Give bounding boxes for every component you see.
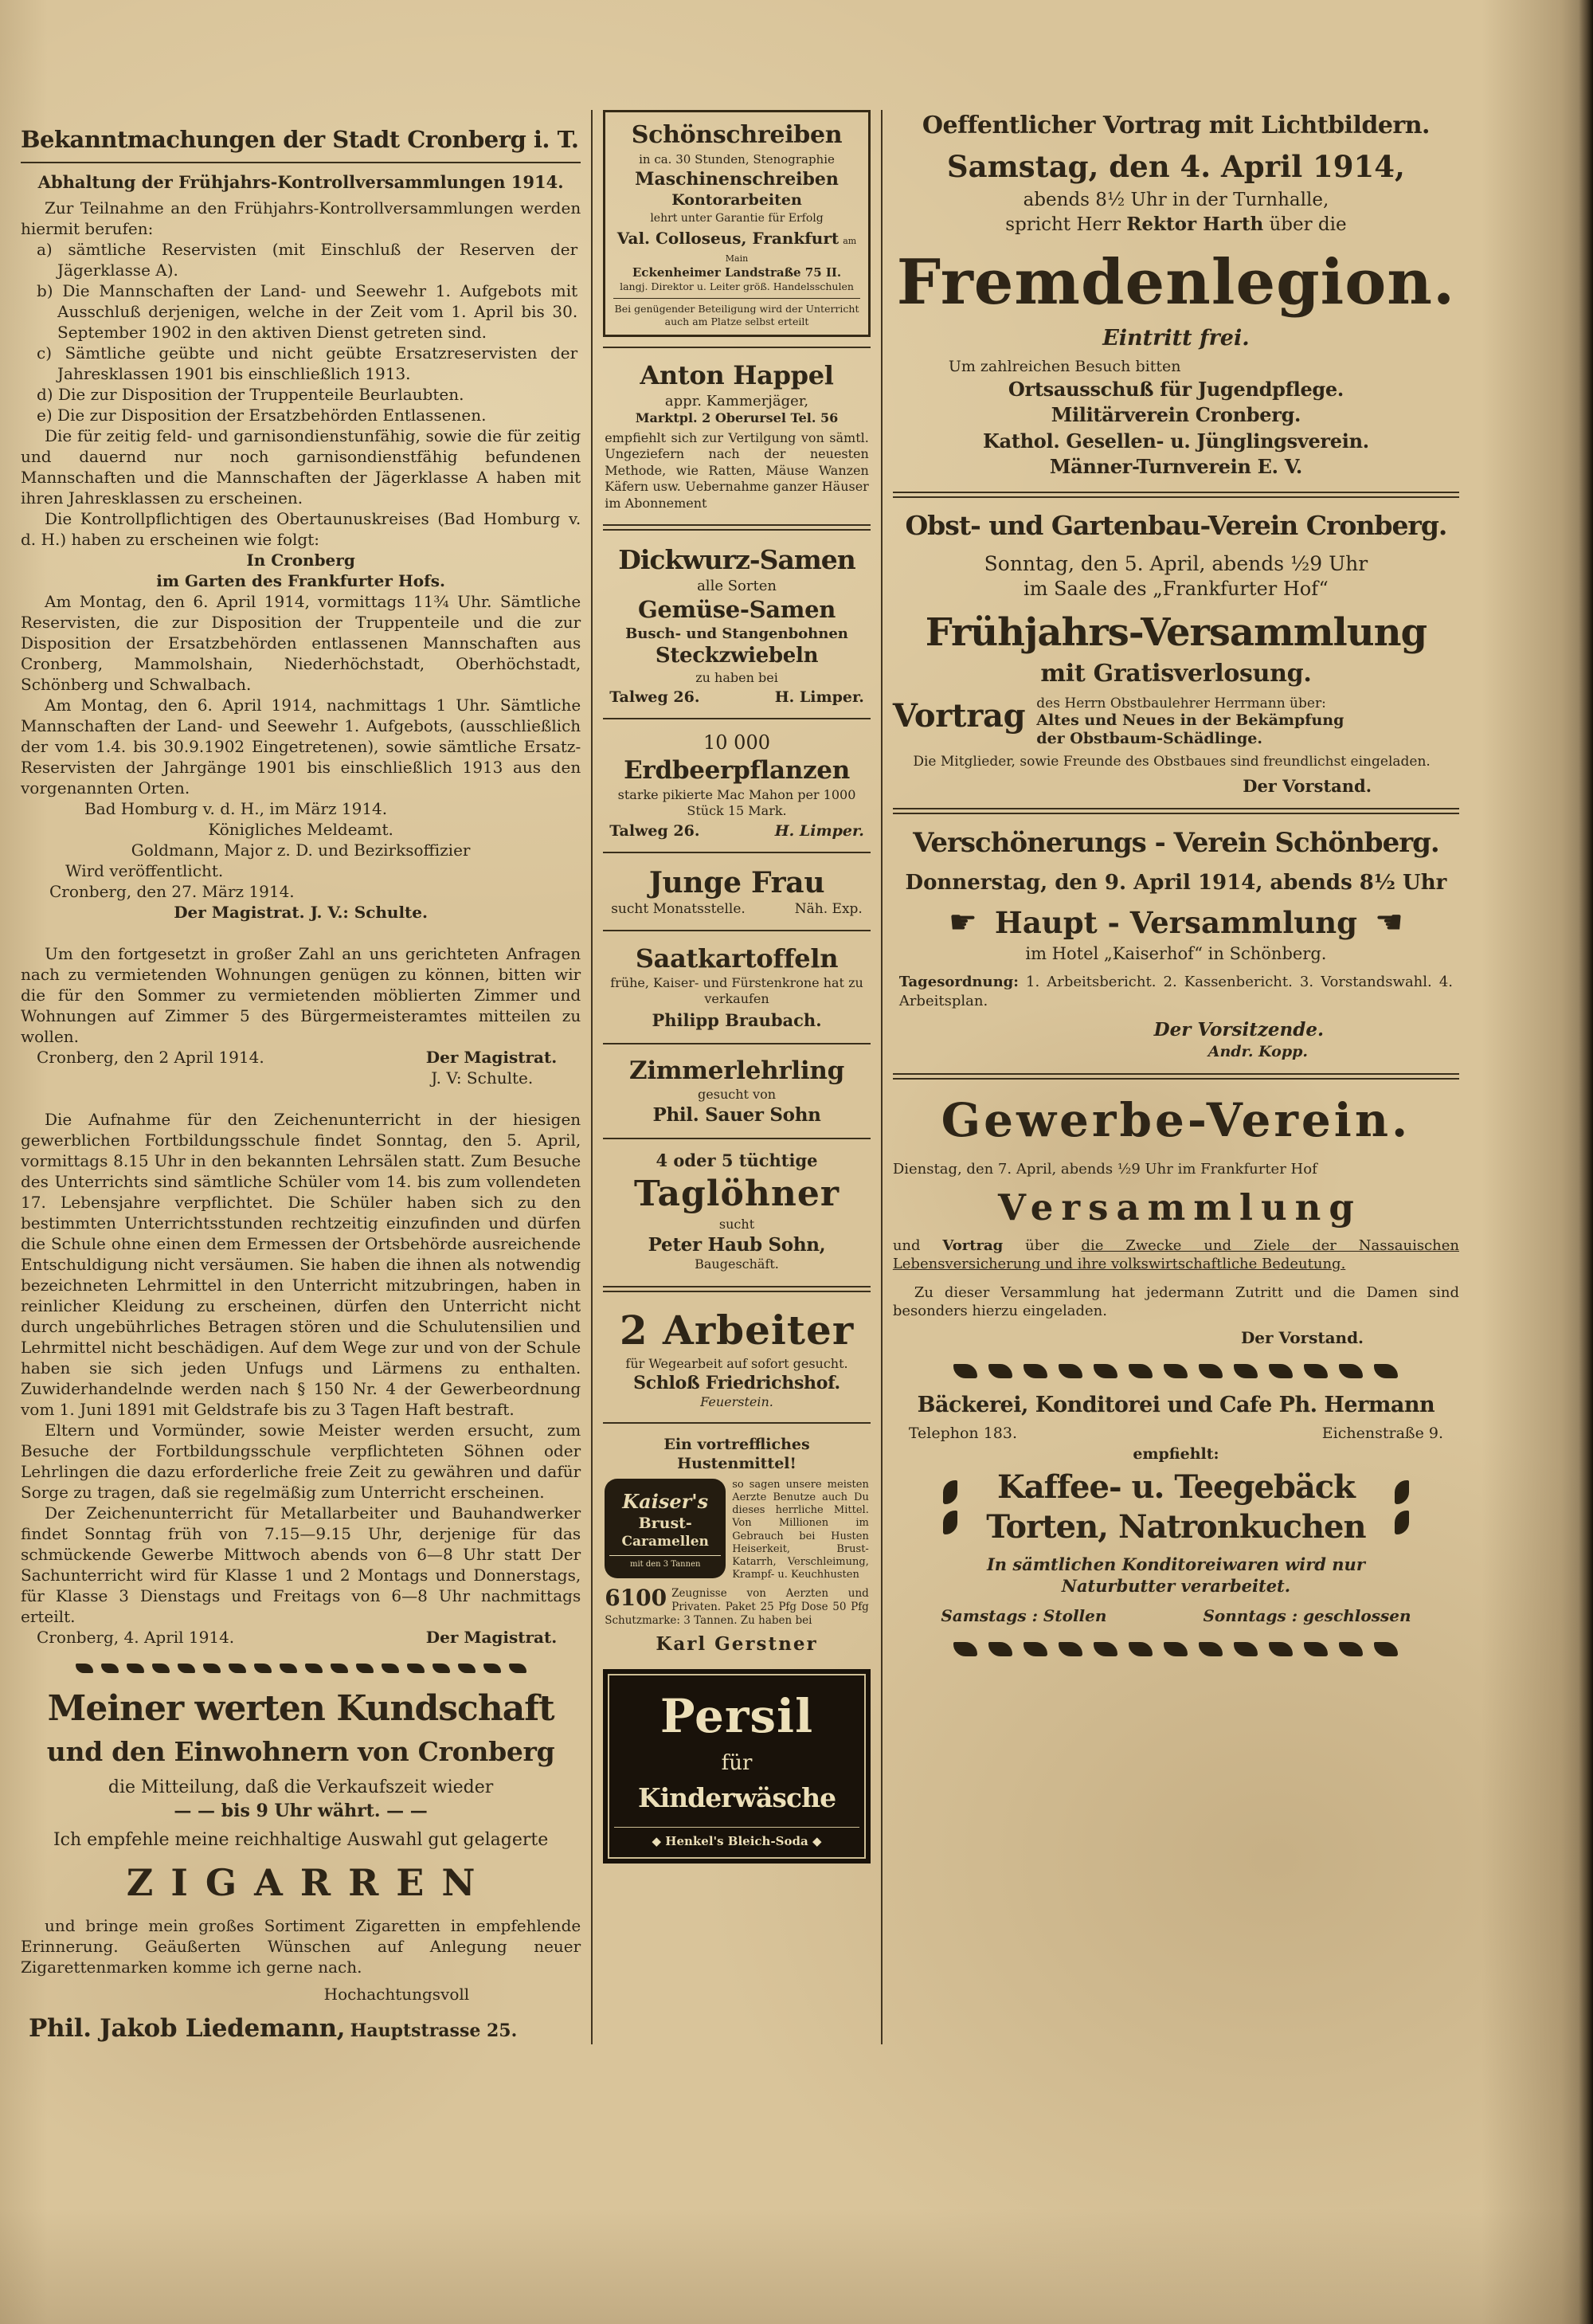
ad-line: Bei genügender Beteiligung wird der Unterricht auch am Platze selbst erteilt [613,298,860,328]
left-column-masthead: Bekanntmachungen der Stadt Cronberg i. T. [21,125,581,163]
signature-line: J. V: Schulte. [431,1068,534,1088]
notice-header: Oeffentlicher Vortrag mit Lichtbildern. [922,112,1430,139]
scroll-ornament-icon [1094,1364,1117,1378]
scroll-ornament-icon [1374,1364,1398,1378]
ad-persil-inner [608,1674,866,1859]
ad-line: — — bis 9 Uhr währt. — — [174,1801,428,1822]
event-title: Fremdenlegion. [896,245,1456,319]
scroll-ornament-icon [152,1664,170,1673]
scroll-ornament-icon [1395,1511,1409,1534]
badge-product: Caramellen [609,1534,721,1557]
ad-title: Ein vortreffliches Hustenmittel! [663,1435,810,1473]
advertiser-name: Peter Haub Sohn, [648,1233,826,1256]
ornament-row [893,1642,1459,1656]
event-description [893,1236,1459,1274]
badge-tagline: mit den 3 Tannen [629,1560,701,1570]
diamond-marker-icon: ◆ [652,1833,662,1848]
scroll-ornament-icon [331,1664,348,1673]
advertiser-name: Anton Happel [640,360,834,391]
event-date: Samstag, den 4. April 1914, [946,149,1405,184]
list-item: a) sämtliche Reservisten (mit Einschluß der Reserven der Jägerklasse A). [37,240,578,280]
invitation-line: Um zahlreichen Besuch bitten [948,358,1181,376]
scroll-ornament-icon [1395,1480,1409,1504]
event-place: im Hotel „Kaiserhof“ in Schönberg. [1025,944,1327,964]
ad-line: alle Sorten [697,578,777,595]
ad-line: lehrt unter Garantie für Erfolg [650,212,824,225]
scroll-ornament-icon [1304,1642,1328,1656]
scroll-ornament-icon [1339,1642,1363,1656]
ad-line: Gemüse-Samen [637,596,836,624]
paragraph: und bringe mein großes Sortiment Zigaretten in empfehlende Erinnerung. Geäußerten Wünschen auf Anlegung neuer Zigarettenmarken komme ich gerne nach. [21,1916,581,1977]
address-row [605,821,869,841]
event-subtitle: mit Gratisverlosung. [1040,659,1312,688]
contact-name: Feuerstein. [700,1394,773,1410]
advertiser-city-suffix: am Main [725,235,857,264]
ad-line: für [721,1751,753,1776]
paragraph: Die für zeitig feld- und garnisondienstunfähig, sowie die für zeitig und dauernd nur noch garnisondienstfähig befundenen Mannschaften und die Mannschaften der Jägerklasse A haben mit ihren Jahresklassen zu erscheinen. [21,426,581,508]
street: Talweg 26. [609,821,700,840]
product-name: Torten, Natronkuchen [986,1508,1366,1546]
list-item: b) Die Mannschaften der Land- und Seewehr 1. Aufgebots mit Ausschluß derjenigen, welche in der Zeit vom 1. April bis 30. September 1902 in den aktiven Dienst getreten sind. [37,281,578,343]
ad-title: 2 Arbeiter [619,1306,855,1354]
article-zeichenunterricht [21,1109,581,1648]
advertiser-name-line [613,229,860,265]
notice-header: Verschönerungs - Verein Schönberg. [913,826,1439,859]
ad-erdbeerpflanzen [603,729,871,842]
scroll-ornament-icon [1164,1364,1188,1378]
scroll-ornament-icon [1059,1642,1082,1656]
testimonial-count: 6100 [605,1584,667,1611]
sunday-note: Sonntags : geschlossen [1203,1605,1411,1625]
quantity: 10 000 [703,731,770,754]
section-rule [603,1422,871,1424]
signature-line: Goldmann, Major z. D. und Bezirksoffizier [131,841,471,860]
paragraph: Am Montag, den 6. April 1914, vormittags 11¾ Uhr. Sämtliche Reservisten, die zur Disposition der Truppenteile und die zur Disposition der Ersatzbehörden entlassenen Mannschaften aus Cronberg, Mammolshain, Niederhöchstadt, Oberhöchstadt, Schönberg und Schwalbach. [21,592,581,695]
ad-title: Schönschreiben [631,121,843,149]
scroll-ornament-icon [356,1664,374,1673]
notice-vortrag-fremdenlegion [893,110,1459,480]
ad-side-text: so sagen unsere meisten Aerzte Benutze auch Du dieses herrliche Mittel. Von Millionen im Gebrauch bei Husten Heiserkeit, Brust-Katarrh, Verschleimung, Krampf- u. Keuchhusten [732,1478,869,1581]
section-rule-double [603,524,871,531]
signature-name: Der Magistrat. [425,1628,558,1648]
product-names [986,1468,1365,1547]
body-ueber: über [1003,1236,1082,1254]
badge-brand: Kaiser's [622,1489,709,1513]
scroll-ornament-icon [1234,1364,1258,1378]
event-title: Versammlung [998,1186,1362,1229]
advertiser-name: H. Limper. [774,688,864,707]
paragraph: Eltern und Vormünder, sowie Meister werden ersucht, zum Besuche der Fortbildungsschule verpflichteten Söhnen oder Lehrlingen die dazu erforderliche freie Zeit zu gewähren und dafür Sorge zu tragen, daß sie regelmäßig zum Unterricht erscheinen. [21,1421,581,1503]
scroll-ornament-icon [943,1511,957,1534]
article-title: Abhaltung der Frühjahrs-Kontrollversammlungen 1914. [37,172,564,193]
advertiser-name: Val. Colloseus, Frankfurt [616,228,840,248]
ad-line: Maschinenschreiben [635,168,839,190]
ad-line: Kontorarbeiten [671,190,802,209]
section-rule [603,852,871,853]
pointing-hand-right-icon: ☛ [949,903,977,941]
product-name: Persil [660,1688,814,1743]
section-rule [603,347,871,348]
vortrag-row [893,696,1459,748]
notice-header: Obst- und Gartenbau-Verein Cronberg. [905,509,1447,541]
signature-date: Cronberg, 4. April 1914. [37,1628,235,1648]
organizer: Kathol. Gesellen- u. Jünglingsverein. [983,429,1369,453]
ad-saatkartoffeln [603,941,871,1033]
section-rule [603,718,871,719]
notice-gewerbe-verein [893,1091,1459,1348]
speaker-line [893,213,1459,237]
section-rule [603,1043,871,1044]
column-rule [591,110,593,2044]
vortrag-line: des Herrn Obstbaulehrer Herrmann über: [1036,695,1326,711]
ad-body-row [605,901,869,919]
article-wohnungen [21,943,581,1088]
ad-title: Taglöhner [634,1174,840,1215]
scroll-ornament-icon [1094,1642,1117,1656]
column-rule [881,110,883,2044]
paragraph: Der Zeichenunterricht für Metallarbeiter und Bauhandwerker findet Sonntag früh von 7.15—9.15 Uhr, derjenige für das schmückende Gewerbe Mittwoch abends von 6—8 Uhr statt Der Sachunterricht wird für Klasse 1 und 2 Montags und Donnerstags, für Klasse 3 Dienstags und Freitags von 6—8 Uhr nachmittags erteilt. [21,1503,581,1627]
scroll-ornament-icon [1024,1642,1047,1656]
advertiser-name-line [21,2012,581,2044]
saturday-note: Samstags : Stollen [941,1605,1107,1625]
ad-junge-frau [603,863,871,920]
speaker-prefix: spricht Herr [1005,214,1127,235]
scroll-ornament-icon [1129,1364,1153,1378]
ad-body-text: Zeugnisse von Aerzten und Privaten. Paket 25 Pfg Dose 50 Pfg Schutzmarke: 3 Tannen. Zu haben bei [605,1586,869,1628]
event-place: im Saale des „Frankfurter Hof“ [1024,578,1329,600]
vortrag-line: der Obstbaum-Schädlinge. [1036,729,1262,747]
paragraph: Am Montag, den 6. April 1914, nachmittags 1 Uhr. Sämtliche Mannschaften der Land- und Seewehr 1. Aufgebots, (ausschließlich der vom 1.4. bis 30.9.1902 Eingetretenen), sowie sämtliche Ersatz-Reservisten der Jahrgänge 1901 bis einschließlich 1913 aus den vorgenannten Orten. [21,696,581,798]
scroll-ornament-icon [1269,1364,1293,1378]
notice-verschoenerungs-verein [893,825,1459,1062]
left-column [21,110,581,2044]
section-rule-double [893,1073,1459,1080]
closing-line: Hochachtungsvoll [323,1985,470,2005]
ad-line: in ca. 30 Stunden, Stenographie [639,152,835,167]
invitation-note: Zu dieser Versammlung hat jedermann Zutritt und die Damen sind besonders hierzu eingeladen. [892,1283,1460,1320]
ad-line: Marktpl. 2 Oberursel Tel. 56 [635,410,839,426]
ad-line: zu haben bei [695,669,778,685]
section-rule-double [603,1286,871,1292]
paragraph: Um den fortgesetzt in großer Zahl an uns gerichteten Anfragen nach zu vermietenden Wohnungen genügen zu können, bitten wir die für den Sommer zu vermietenden möblierten Zimmer und Wohnungen auf Zimmer 5 des Bürgermeisteramtes mitteilen zu wollen. [21,944,581,1047]
street: Talweg 26. [609,688,700,707]
ad-kundschaft [21,1686,581,2044]
agenda-label: Tagesordnung: [898,974,1019,991]
ad-line: Ich empfehle meine reichhaltige Auswahl gut gelagerte [53,1829,549,1850]
speaker-suffix: über die [1263,214,1347,235]
agenda-line [893,973,1459,1010]
scroll-ornament-icon [1024,1364,1047,1378]
right-column [893,110,1459,2044]
paragraph: Die Aufnahme für den Zeichenunterricht in der hiesigen gewerblichen Fortbildungsschule findet Sonntag, den 5. April, vormittags 8.15 Uhr in den bekannten Lehrsälen statt. Zum Besuche des Unterrichts sind sämtliche Schüler vom 14. bis zum vollendeten 17. Lebensjahre verpflichtet. Die Schüler haben sich zu den bestimmten Unterrichtsstunden rechtzeitig einzufinden und dürfen die Schule ohne einen dem Ermessen der Ortsbehörde ausreichende Entschuldigung nicht versäumen. Sie haben die ihnen als notwendig bezeichneten Lehrmittel in den Unterricht mitzubringen, haben in reinlicher Kleidung zu erscheinen, dürfen den Unterricht nicht durch ungebührliches Betragen stören und die Schulutensilien und Lehrmittel nicht beschädigen. Auf dem Wege zur und von der Schule haben sie sich jeden Unfugs und Lärmens zu enthalten. Zuwiderhandelnde werden nach § 150 Nr. 4 der Gewerbeordnung vom 1. Juni 1891 mit Geldstrafe bis zu 3 Tagen Haft bestraft. [21,1110,581,1420]
scroll-ornament-icon [1164,1642,1188,1656]
ad-body: frühe, Kaiser- und Fürstenkrone hat zu verkaufen [610,974,863,1007]
ornament-column [938,1477,962,1538]
signature-row [21,1627,581,1648]
signature-line: Wird veröffentlicht. [65,861,224,881]
address: Eichenstraße 9. [1321,1424,1444,1442]
article-kontrollversammlungen [21,171,581,923]
scroll-ornament-icon [101,1664,119,1673]
list-item: e) Die zur Disposition der Ersatzbehörden Entlassenen. [37,406,487,425]
page-edge-shadow [1579,0,1593,2324]
scroll-ornament-icon [432,1664,450,1673]
ad-title: Bäckerei, Konditorei und Cafe Ph. Hermann [917,1392,1435,1417]
quality-note: In sämtlichen Konditoreiwaren wird nur Naturbutter verarbeitet. [986,1554,1365,1597]
organizer: Militärverein Cronberg. [1051,403,1301,427]
schedule-row [893,1605,1459,1626]
ad-line: appr. Kammerjäger, [664,393,809,410]
scroll-ornament-icon [127,1664,144,1673]
signature-name: Der Magistrat. [425,1048,558,1068]
section-rule [603,1138,871,1139]
body-prefix: und [892,1236,943,1254]
notice-obst-gartenbau [893,509,1459,797]
scroll-ornament-icon [483,1664,501,1673]
ad-dickwurz [603,542,871,708]
ad-line: die Mitteilung, daß die Verkaufszeit wieder [108,1777,494,1798]
scroll-ornament-icon [1129,1642,1153,1656]
product-name: ZIGARREN [126,1861,493,1905]
scroll-ornament-icon [988,1364,1012,1378]
contact: Näh. Exp. [794,901,863,918]
ad-title: Dickwurz-Samen [618,544,855,575]
scroll-ornament-icon [280,1664,297,1673]
ad-body: empfiehlt sich zur Vertilgung von sämtl. Ungeziefern nach der neuesten Methode, wie Ratten, Mäuse Wanzen Käfern usw. Uebernahme ganzer Häuser im Abonnement [605,429,869,511]
scroll-ornament-icon [1304,1364,1328,1378]
ad-line: 4 oder 5 tüchtige [656,1150,818,1171]
diamond-marker-icon: ◆ [812,1833,822,1848]
paragraph: Die Kontrollpflichtigen des Obertaunuskreises (Bad Homburg v. d. H.) haben zu erscheinen wie folgt: [21,509,581,550]
list-item: d) Die zur Disposition der Truppenteile Beurlaubten. [37,385,464,405]
agenda-items: 1. Arbeitsbericht. 2. Kassenbericht. 3. Vorstandswahl. 4. Arbeitsplan. [898,974,1454,1009]
advertiser-address: Hauptstrasse 25. [350,2020,518,2042]
signature-date: Cronberg, den 2 April 1914. [37,1048,264,1068]
ad-title: Erdbeerpflanzen [624,756,850,786]
signature-line: Der Vorstand. [1240,1327,1364,1347]
scroll-ornament-icon [1339,1364,1363,1378]
scroll-ornament-icon [229,1664,246,1673]
advertiser-name: Phil. Sauer Sohn [652,1103,821,1126]
ad-line: Steckzwiebeln [655,644,819,668]
vortrag-description [1036,696,1344,748]
advertiser-name: Schloß Friedrichshof. [633,1373,840,1394]
event-title-row [893,903,1459,942]
ad-body: starke pikierte Mac Mahon per 1000 Stück 15 Mark. [617,786,856,819]
signature-row [21,1047,581,1068]
admission-note: Eintritt frei. [1102,326,1250,351]
scroll-ornament-icon [1199,1364,1223,1378]
scroll-ornament-icon [1269,1642,1293,1656]
section-rule-double [893,492,1459,498]
scroll-ornament-icon [254,1664,272,1673]
signature-line: Der Magistrat. J. V.: Schulte. [174,903,428,923]
paragraph: Zur Teilnahme an den Frühjahrs-Kontrollversammlungen werden hiermit berufen: [21,198,581,239]
ad-arbeiter [603,1303,871,1413]
ad-line: Eckenheimer Landstraße 75 II. [632,265,842,280]
organizer: Männer-Turnverein E. V. [1049,455,1302,479]
badge-product: Brust- [638,1515,692,1533]
scroll-ornament-icon [382,1664,399,1673]
signature-line: Bad Homburg v. d. H., im März 1914. [84,799,388,819]
event-title: Haupt - Versammlung [994,904,1357,940]
product-name: Kaffee- u. Teegebäck [996,1468,1355,1506]
event-time: abends 8½ Uhr in der Turnhalle, [1023,190,1329,211]
place-line: im Garten des Frankfurter Hofs. [156,571,445,591]
scroll-ornament-icon [1234,1642,1258,1656]
product-block [893,1468,1459,1547]
scroll-ornament-icon [953,1364,977,1378]
ad-body: für Wegearbeit auf sofort gesucht. [625,1355,848,1371]
ornament-divider [21,1664,581,1673]
section-rule-double [893,808,1459,814]
ad-title: Zimmerlehrling [629,1056,845,1085]
ad-happel [603,358,871,513]
ornament-column [1390,1477,1414,1538]
kaisers-brust-caramellen-badge [605,1479,726,1579]
ad-baeckerei-hermann [893,1391,1459,1626]
notice-header: Gewerbe-Verein. [941,1092,1411,1147]
vortrag-label: Vortrag [892,696,1026,735]
signature-line: Der Vorsitzende. [1153,1019,1325,1041]
pointing-hand-left-icon: ☚ [1374,903,1403,941]
scroll-ornament-icon [178,1664,195,1673]
ad-line: gesucht von [698,1087,776,1103]
ad-line: langj. Direktor u. Leiter größ. Handelsschulen [620,280,854,293]
body-topic: die Zwecke und Ziele der Nassauischen Lebensversicherung und ihre volkswirtschaftliche Bedeutung. [892,1236,1459,1273]
ad-zimmerlehrling [603,1054,871,1129]
scroll-ornament-icon [988,1642,1012,1656]
place-line: In Cronberg [246,551,355,570]
scroll-ornament-icon [203,1664,221,1673]
ad-tagloehner [603,1149,871,1275]
event-date: Sonntag, den 5. April, abends ½9 Uhr [984,551,1368,575]
advertiser-name: Phil. Jakob Liedemann, [29,2014,346,2044]
ad-line: Baugeschäft. [695,1256,779,1272]
middle-column [603,110,871,2044]
brand-footer [614,1827,859,1849]
scroll-ornament-icon [305,1664,323,1673]
ad-line: Kinderwäsche [637,1782,836,1814]
scroll-ornament-icon [509,1664,526,1673]
ad-body: sucht Monatsstelle. [611,901,746,918]
ad-body [605,1584,869,1628]
scroll-ornament-icon [943,1480,957,1504]
scroll-ornament-icon [458,1664,476,1673]
speaker-name: Rektor Harth [1126,213,1264,235]
signature-line: Königliches Meldeamt. [208,820,393,840]
page-content [21,110,1459,2044]
ad-persil [603,1669,871,1864]
advertiser-name: H. Limper. [774,821,864,840]
invitation-note: Die Mitglieder, sowie Freunde des Obstbaues sind freundlichst eingeladen. [913,753,1431,770]
list-item: c) Sämtliche geübte und nicht geübte Ersatzreservisten der Jahresklassen 1901 bis einschließlich 1913. [37,343,578,384]
advertiser-name: Philipp Braubach. [652,1009,822,1030]
signature-line: Der Vorstand. [1243,775,1372,796]
ad-title: Junge Frau [648,866,825,900]
ornament-row [893,1364,1459,1378]
phone: Telephon 183. [908,1424,1018,1442]
event-date: Dienstag, den 7. April, abends ½9 Uhr im Frankfurter Hof [892,1161,1317,1178]
ad-subtitle: und den Einwohnern von Cronberg [46,1735,555,1767]
retailer-name: Karl Gerstner [656,1633,818,1656]
organizer: Ortsausschuß für Jugendpflege. [1008,378,1344,402]
vortrag-line: Altes und Neues in der Bekämpfung [1036,711,1344,729]
recommends-line: empfiehlt: [1133,1445,1219,1464]
scroll-ornament-icon [1059,1364,1082,1378]
ad-schoenschreiben [603,110,871,337]
ad-hustenmittel [603,1433,871,1658]
section-rule [603,930,871,931]
brand-name: Henkel's Bleich-Soda [665,1833,808,1848]
scroll-ornament-icon [76,1664,93,1673]
signature-line: Cronberg, den 27. März 1914. [49,882,295,902]
address-row [605,688,869,707]
event-title: Frühjahrs-Versammlung [925,610,1427,656]
ad-title: Meiner werten Kundschaft [47,1688,554,1730]
ad-body-row [605,1479,869,1582]
scroll-ornament-icon [407,1664,425,1673]
contact-row [893,1424,1459,1444]
ad-line: sucht [718,1217,755,1233]
scroll-ornament-icon [953,1642,977,1656]
ad-title: Saatkartoffeln [635,943,839,974]
ad-line: Busch- und Stangenbohnen [625,625,848,643]
event-date: Donnerstag, den 9. April 1914, abends 8½ Uhr [905,871,1447,896]
scroll-ornament-icon [1199,1642,1223,1656]
signature-name: Andr. Kopp. [1207,1043,1309,1060]
body-vortrag: Vortrag [942,1236,1004,1254]
scroll-ornament-icon [1374,1642,1398,1656]
